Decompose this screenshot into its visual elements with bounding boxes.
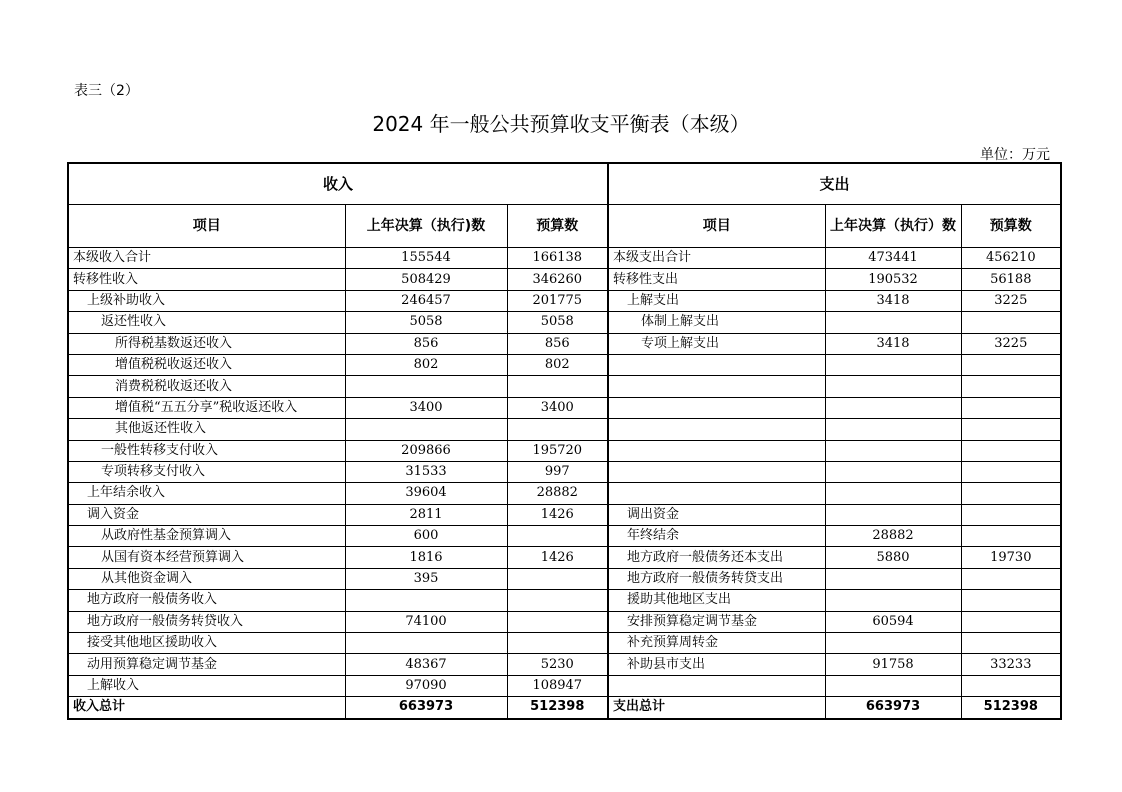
expense-prev-value: 190532 <box>825 269 961 290</box>
expense-prev-value <box>825 419 961 440</box>
income-item-label: 返还性收入 <box>68 312 345 333</box>
budget-balance-table <box>67 162 1062 720</box>
expense-prev-value <box>825 504 961 525</box>
page-title: 2024 年一般公共预算收支平衡表（本级） <box>372 112 750 136</box>
income-budget-value: 195720 <box>507 440 608 461</box>
expense-prev-value: 28882 <box>825 526 961 547</box>
income-budget-value: 5058 <box>507 312 608 333</box>
income-budget-value: 802 <box>507 354 608 375</box>
income-budget-value <box>507 376 608 397</box>
table-row <box>68 333 1061 354</box>
income-prev-value <box>345 590 507 611</box>
income-budget-value <box>507 611 608 632</box>
income-prev-value <box>345 419 507 440</box>
income-item-label: 一般性转移支付收入 <box>68 440 345 461</box>
income-item-header: 项目 <box>68 205 345 248</box>
income-prev-header: 上年决算（执行)数 <box>345 205 507 248</box>
income-item-label: 从其他资金调入 <box>68 568 345 589</box>
income-total-label: 收入总计 <box>68 697 345 719</box>
expense-budget-value <box>961 483 1061 504</box>
income-item-label: 专项转移支付收入 <box>68 461 345 482</box>
column-header-row <box>68 205 1061 248</box>
expense-item-label: 转移性支出 <box>608 269 825 290</box>
expense-total-budget: 512398 <box>961 697 1061 719</box>
income-budget-value <box>507 419 608 440</box>
table-row <box>68 312 1061 333</box>
expense-budget-value <box>961 461 1061 482</box>
expense-prev-value <box>825 590 961 611</box>
expense-item-label <box>608 440 825 461</box>
table-row <box>68 611 1061 632</box>
expense-budget-value <box>961 633 1061 654</box>
expense-prev-value <box>825 633 961 654</box>
expense-item-label <box>608 354 825 375</box>
expense-budget-value <box>961 312 1061 333</box>
expense-item-label <box>608 675 825 696</box>
table-row <box>68 526 1061 547</box>
table-number: 表三（2） <box>74 83 139 99</box>
table-row <box>68 483 1061 504</box>
table-row <box>68 568 1061 589</box>
expense-section-header: 支出 <box>608 163 1061 205</box>
table-row <box>68 504 1061 525</box>
expense-prev-value: 5880 <box>825 547 961 568</box>
income-item-label: 地方政府一般债务收入 <box>68 590 345 611</box>
expense-budget-value <box>961 675 1061 696</box>
income-total-prev: 663973 <box>345 697 507 719</box>
income-item-label: 转移性收入 <box>68 269 345 290</box>
table-row <box>68 654 1061 675</box>
income-prev-value: 802 <box>345 354 507 375</box>
income-item-label: 从政府性基金预算调入 <box>68 526 345 547</box>
expense-item-label <box>608 376 825 397</box>
table-row <box>68 354 1061 375</box>
expense-budget-value <box>961 504 1061 525</box>
table-row <box>68 397 1061 418</box>
income-prev-value <box>345 376 507 397</box>
expense-item-label: 补充预算周转金 <box>608 633 825 654</box>
expense-prev-value <box>825 675 961 696</box>
income-budget-value <box>507 590 608 611</box>
income-item-label: 本级收入合计 <box>68 248 345 269</box>
expense-prev-value <box>825 461 961 482</box>
income-prev-value: 3400 <box>345 397 507 418</box>
expense-budget-value: 19730 <box>961 547 1061 568</box>
income-item-label: 增值税税收返还收入 <box>68 354 345 375</box>
expense-budget-value <box>961 354 1061 375</box>
expense-item-label: 年终结余 <box>608 526 825 547</box>
expense-prev-value: 60594 <box>825 611 961 632</box>
income-prev-value: 31533 <box>345 461 507 482</box>
income-budget-value: 856 <box>507 333 608 354</box>
expense-item-label: 地方政府一般债务还本支出 <box>608 547 825 568</box>
expense-prev-value: 91758 <box>825 654 961 675</box>
table-row <box>68 675 1061 696</box>
income-item-label: 地方政府一般债务转贷收入 <box>68 611 345 632</box>
expense-budget-value <box>961 590 1061 611</box>
income-budget-value: 166138 <box>507 248 608 269</box>
expense-item-label: 补助县市支出 <box>608 654 825 675</box>
expense-item-label: 本级支出合计 <box>608 248 825 269</box>
expense-budget-value: 456210 <box>961 248 1061 269</box>
income-prev-value: 48367 <box>345 654 507 675</box>
income-prev-value <box>345 633 507 654</box>
income-budget-value: 5230 <box>507 654 608 675</box>
expense-item-label <box>608 461 825 482</box>
income-total-budget: 512398 <box>507 697 608 719</box>
expense-total-prev: 663973 <box>825 697 961 719</box>
table-row <box>68 633 1061 654</box>
table-row <box>68 461 1061 482</box>
income-prev-value: 856 <box>345 333 507 354</box>
expense-prev-value <box>825 483 961 504</box>
income-prev-value: 155544 <box>345 248 507 269</box>
expense-budget-value <box>961 419 1061 440</box>
expense-item-label: 安排预算稳定调节基金 <box>608 611 825 632</box>
expense-budget-value: 56188 <box>961 269 1061 290</box>
income-section-header: 收入 <box>68 163 608 205</box>
table-row <box>68 269 1061 290</box>
expense-prev-header: 上年决算（执行）数 <box>825 205 961 248</box>
expense-prev-value <box>825 397 961 418</box>
income-budget-value: 201775 <box>507 290 608 311</box>
expense-prev-value <box>825 440 961 461</box>
income-budget-value: 3400 <box>507 397 608 418</box>
income-item-label: 动用预算稳定调节基金 <box>68 654 345 675</box>
expense-budget-value <box>961 376 1061 397</box>
expense-budget-value <box>961 440 1061 461</box>
expense-budget-value: 33233 <box>961 654 1061 675</box>
income-prev-value: 39604 <box>345 483 507 504</box>
expense-prev-value <box>825 568 961 589</box>
income-budget-value: 997 <box>507 461 608 482</box>
income-item-label: 所得税基数返还收入 <box>68 333 345 354</box>
income-budget-header: 预算数 <box>507 205 608 248</box>
expense-prev-value <box>825 312 961 333</box>
expense-item-label: 地方政府一般债务转贷支出 <box>608 568 825 589</box>
income-budget-value: 1426 <box>507 547 608 568</box>
income-item-label: 上年结余收入 <box>68 483 345 504</box>
table-row <box>68 290 1061 311</box>
expense-item-label: 援助其他地区支出 <box>608 590 825 611</box>
income-item-label: 调入资金 <box>68 504 345 525</box>
income-budget-value: 28882 <box>507 483 608 504</box>
expense-item-label: 调出资金 <box>608 504 825 525</box>
expense-budget-value <box>961 568 1061 589</box>
income-prev-value: 600 <box>345 526 507 547</box>
income-prev-value: 74100 <box>345 611 507 632</box>
income-prev-value: 209866 <box>345 440 507 461</box>
table-row <box>68 547 1061 568</box>
income-item-label: 其他返还性收入 <box>68 419 345 440</box>
income-item-label: 增值税“五五分享”税收返还收入 <box>68 397 345 418</box>
expense-prev-value: 473441 <box>825 248 961 269</box>
income-budget-value <box>507 568 608 589</box>
expense-item-label <box>608 419 825 440</box>
table-row <box>68 419 1061 440</box>
income-budget-value: 1426 <box>507 504 608 525</box>
income-item-label: 上解收入 <box>68 675 345 696</box>
section-header-row <box>68 163 1061 205</box>
expense-budget-header: 预算数 <box>961 205 1061 248</box>
expense-item-label: 专项上解支出 <box>608 333 825 354</box>
table-row <box>68 440 1061 461</box>
expense-prev-value: 3418 <box>825 333 961 354</box>
income-prev-value: 97090 <box>345 675 507 696</box>
expense-prev-value: 3418 <box>825 290 961 311</box>
expense-item-label <box>608 397 825 418</box>
income-budget-value <box>507 633 608 654</box>
income-budget-value <box>507 526 608 547</box>
expense-item-label <box>608 483 825 504</box>
income-prev-value: 2811 <box>345 504 507 525</box>
income-budget-value: 346260 <box>507 269 608 290</box>
unit-label: 单位：万元 <box>980 147 1050 163</box>
expense-prev-value <box>825 376 961 397</box>
expense-total-label: 支出总计 <box>608 697 825 719</box>
income-item-label: 消费税税收返还收入 <box>68 376 345 397</box>
expense-item-label: 体制上解支出 <box>608 312 825 333</box>
income-prev-value: 246457 <box>345 290 507 311</box>
table-body <box>68 248 1061 697</box>
table-row <box>68 248 1061 269</box>
income-prev-value: 395 <box>345 568 507 589</box>
expense-prev-value <box>825 354 961 375</box>
table-row <box>68 590 1061 611</box>
income-prev-value: 1816 <box>345 547 507 568</box>
expense-budget-value <box>961 397 1061 418</box>
expense-item-header: 项目 <box>608 205 825 248</box>
income-item-label: 接受其他地区援助收入 <box>68 633 345 654</box>
total-row <box>68 697 1061 719</box>
expense-budget-value <box>961 611 1061 632</box>
income-prev-value: 5058 <box>345 312 507 333</box>
expense-item-label: 上解支出 <box>608 290 825 311</box>
expense-budget-value: 3225 <box>961 290 1061 311</box>
income-item-label: 上级补助收入 <box>68 290 345 311</box>
table-row <box>68 376 1061 397</box>
income-item-label: 从国有资本经营预算调入 <box>68 547 345 568</box>
income-budget-value: 108947 <box>507 675 608 696</box>
income-prev-value: 508429 <box>345 269 507 290</box>
expense-budget-value <box>961 526 1061 547</box>
expense-budget-value: 3225 <box>961 333 1061 354</box>
